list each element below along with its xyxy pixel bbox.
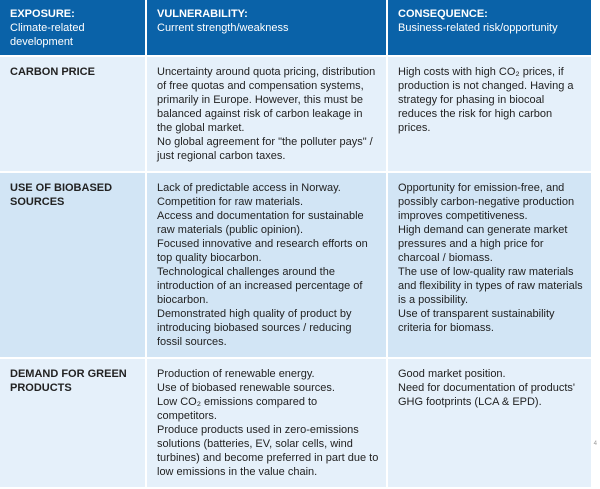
column-header-consequence <box>387 0 592 56</box>
vulnerability-line: Technological challenges around the introduction of an increased percentage of biocarbon. <box>157 266 363 306</box>
vulnerability-cell <box>146 56 387 172</box>
consequence-cell <box>387 358 592 488</box>
column-header-label: VULNERABILITY: <box>157 8 248 20</box>
consequence-line: High costs with high CO₂ prices, if production is not changed. Having a strategy for phasing in biocoal reduces the risk for high carbon prices. <box>398 66 574 134</box>
vulnerability-line: Uncertainty around quota pricing, distribution of free quotas and compensation systems, primarily in Europe. However, this must be balanced against risk of carbon leakage in the global market. <box>157 66 376 134</box>
table-body <box>0 56 592 488</box>
column-header-sub: Climate-related development <box>10 22 85 48</box>
vulnerability-line: Produce products used in zero-emissions solutions (batteries, EV, solar cells, wind turbines) and become preferred in part due to low emissions in the value chain. <box>157 424 379 478</box>
vulnerability-line: Demonstrated high quality of product by introducing biobased sources / reducing fossil sources. <box>157 308 352 348</box>
table-row <box>0 56 592 172</box>
exposure-cell: USE OF BIOBASED SOURCES <box>0 172 146 358</box>
consequence-cell <box>387 172 592 358</box>
column-header-sub: Business-related risk/opportunity <box>398 22 558 34</box>
consequence-cell <box>387 56 592 172</box>
vulnerability-line: No global agreement for "the polluter pays" / just regional carbon taxes. <box>157 136 373 162</box>
header-row <box>0 0 592 56</box>
table-row <box>0 358 592 488</box>
consequence-line: High demand can generate market pressures and a high price for charcoal / biomass. <box>398 224 568 264</box>
table-row <box>0 172 592 358</box>
column-header-exposure <box>0 0 146 56</box>
consequence-line: Good market position. <box>398 368 506 380</box>
vulnerability-line: Production of renewable energy. <box>157 368 315 380</box>
slide-number: 4 <box>593 441 597 447</box>
exposure-cell: CARBON PRICE <box>0 56 146 172</box>
exposure-cell: DEMAND FOR GREEN PRODUCTS <box>0 358 146 488</box>
column-header-label: EXPOSURE: <box>10 8 75 20</box>
consequence-line: Opportunity for emission-free, and possibly carbon-negative production improves competitiveness. <box>398 182 575 222</box>
vulnerability-line: Use of biobased renewable sources. <box>157 382 335 394</box>
column-header-label: CONSEQUENCE: <box>398 8 488 20</box>
vulnerability-line: Focused innovative and research efforts on top quality biocarbon. <box>157 238 368 264</box>
consequence-line: Use of transparent sustainability criteria for biomass. <box>398 308 555 334</box>
vulnerability-line: Competition for raw materials. <box>157 196 304 208</box>
consequence-line: The use of low-quality raw materials and flexibility in types of raw materials is a possibility. <box>398 266 583 306</box>
vulnerability-line: Low CO₂ emissions compared to competitors. <box>157 396 318 422</box>
column-header-vulnerability <box>146 0 387 56</box>
consequence-line: Need for documentation of products' GHG footprints (LCA & EPD). <box>398 382 575 408</box>
vulnerability-cell <box>146 172 387 358</box>
vulnerability-cell <box>146 358 387 488</box>
vulnerability-line: Lack of predictable access in Norway. <box>157 182 341 194</box>
column-header-sub: Current strength/weakness <box>157 22 289 34</box>
vulnerability-line: Access and documentation for sustainable raw materials (public opinion). <box>157 210 364 236</box>
